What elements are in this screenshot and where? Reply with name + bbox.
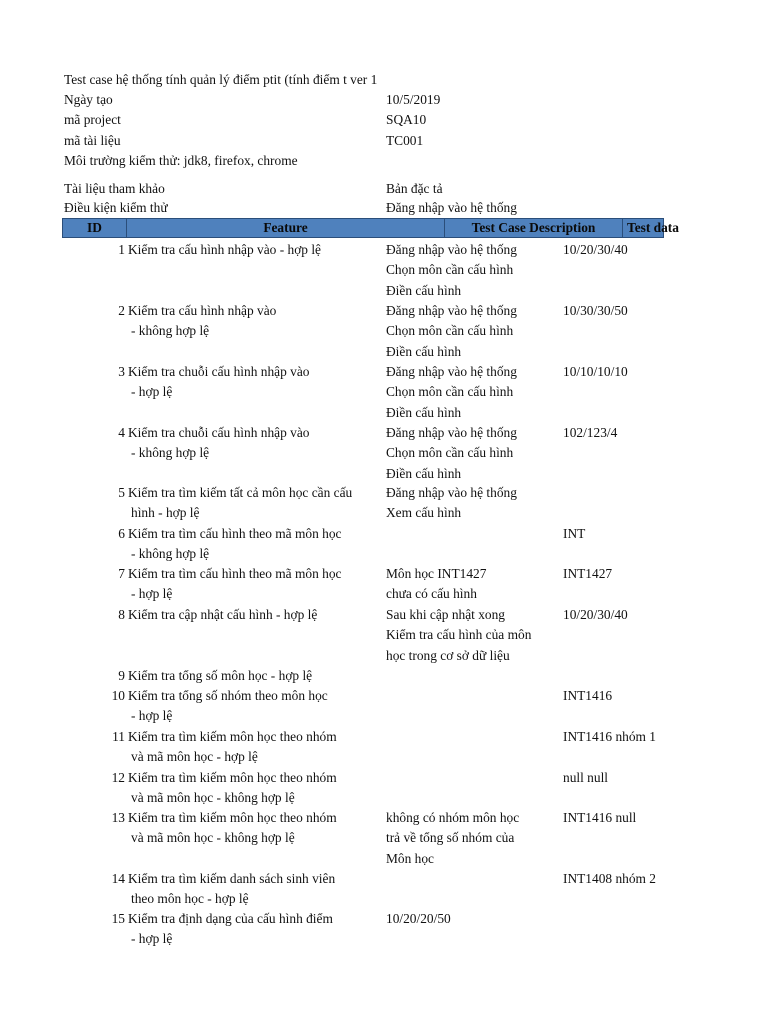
row-test-data: INT1427 (563, 566, 613, 581)
row-feature: Kiểm tra định dạng của cấu hình điểm - hợp lệ (128, 911, 333, 947)
row-id: 2 (118, 303, 125, 318)
header-test-data: Test data (627, 220, 679, 235)
row-id: 12 (111, 770, 125, 785)
meta-key: Tài liệu tham khảo (64, 181, 165, 196)
meta-key: mã tài liệu (64, 133, 121, 148)
row-description: Đăng nhập vào hệ thống Chọn môn cần cấu hình Điền cấu hình (386, 364, 517, 420)
row-feature: Kiểm tra cập nhật cấu hình - hợp lệ (128, 607, 318, 622)
row-id: 1 (118, 242, 125, 257)
row-id: 14 (111, 871, 125, 886)
row-feature: Kiểm tra tìm cấu hình theo mã môn học - hợp lệ (128, 566, 342, 602)
row-id: 5 (118, 485, 125, 500)
table-header (62, 218, 679, 238)
row-description: Đăng nhập vào hệ thống Chọn môn cần cấu hình Điền cấu hình (386, 303, 517, 359)
row-test-data: null null (563, 770, 609, 785)
row-id: 10 (111, 688, 125, 703)
row-test-data: INT1408 nhóm 2 (563, 871, 656, 886)
row-id: 11 (112, 729, 125, 744)
row-description: Sau khi cập nhật xong Kiểm tra cấu hình của môn học trong cơ sở dữ liệu (386, 607, 532, 663)
row-description: Đăng nhập vào hệ thống Xem cấu hình (386, 485, 517, 521)
row-id: 9 (118, 668, 125, 683)
meta-key: Điều kiện kiểm thử (64, 200, 168, 215)
meta-value: 10/5/2019 (386, 92, 441, 107)
document-title: Test case hệ thống tính quản lý điểm ptit (tính điểm t ver 1 (64, 72, 378, 87)
row-test-data: 102/123/4 (563, 425, 618, 440)
row-test-data: INT (563, 526, 586, 541)
meta-key: mã project (64, 112, 121, 127)
row-id: 8 (118, 607, 125, 622)
meta-value: Đăng nhập vào hệ thống (386, 200, 517, 215)
row-feature: Kiểm tra tìm kiếm môn học theo nhóm và mã môn học - không hợp lệ (128, 770, 337, 806)
meta-row-reference (0, 179, 768, 199)
row-feature: Kiểm tra cấu hình nhập vào - không hợp lệ (128, 303, 277, 339)
row-description: 10/20/20/50 (386, 911, 451, 926)
header-description: Test Case Description (445, 219, 623, 237)
row-test-data: 10/20/30/40 (563, 607, 628, 622)
row-description: Đăng nhập vào hệ thống Chọn môn cần cấu hình Điền cấu hình (386, 242, 517, 298)
row-feature: Kiểm tra tìm kiếm môn học theo nhóm và mã môn học - không hợp lệ (128, 810, 337, 846)
row-id: 4 (118, 425, 125, 440)
row-feature: Kiểm tra chuỗi cấu hình nhập vào - hợp lệ (128, 364, 310, 400)
row-feature: Kiểm tra chuỗi cấu hình nhập vào - không hợp lệ (128, 425, 310, 461)
row-feature: Kiểm tra tìm kiếm danh sách sinh viên theo môn học - hợp lệ (128, 871, 336, 907)
header-id: ID (63, 219, 127, 237)
row-id: 3 (118, 364, 125, 379)
row-feature: Kiểm tra tổng số môn học - hợp lệ (128, 668, 313, 683)
row-feature: Kiểm tra tổng số nhóm theo môn học - hợp lệ (128, 688, 328, 724)
row-test-data: INT1416 null (563, 810, 637, 825)
row-test-data: 10/20/30/40 (563, 242, 628, 257)
row-feature: Kiểm tra tìm kiếm môn học theo nhóm và mã môn học - hợp lệ (128, 729, 337, 765)
meta-row-project-code (0, 110, 768, 130)
row-feature: Kiểm tra cấu hình nhập vào - hợp lệ (128, 242, 322, 257)
row-test-data: 10/10/10/10 (563, 364, 628, 379)
meta-value: SQA10 (386, 112, 427, 127)
row-id: 7 (118, 566, 125, 581)
meta-key: Ngày tạo (64, 92, 113, 107)
row-feature: Kiểm tra tìm kiếm tất cả môn học cần cấu hình - hợp lệ (128, 485, 353, 521)
meta-value: TC001 (386, 133, 424, 148)
meta-row-created-date (0, 90, 768, 110)
header-feature: Feature (127, 219, 445, 237)
meta-value: Bản đặc tả (386, 181, 443, 196)
row-description: Đăng nhập vào hệ thống Chọn môn cần cấu hình Điền cấu hình (386, 425, 517, 481)
row-id: 6 (118, 526, 125, 541)
row-test-data: INT1416 nhóm 1 (563, 729, 656, 744)
meta-row-test-condition (0, 198, 768, 218)
row-description: không có nhóm môn học trả về tổng số nhóm của Môn học (386, 810, 520, 866)
meta-row-document-code (0, 131, 768, 151)
row-id: 13 (111, 810, 125, 825)
row-description: Môn học INT1427 chưa có cấu hình (386, 566, 487, 602)
row-test-data: INT1416 (563, 688, 613, 703)
row-id: 15 (111, 911, 125, 926)
row-test-data: 10/30/30/50 (563, 303, 628, 318)
test-environment: Môi trường kiểm thử: jdk8, firefox, chrome (64, 153, 298, 168)
row-feature: Kiểm tra tìm cấu hình theo mã môn học - không hợp lệ (128, 526, 342, 562)
